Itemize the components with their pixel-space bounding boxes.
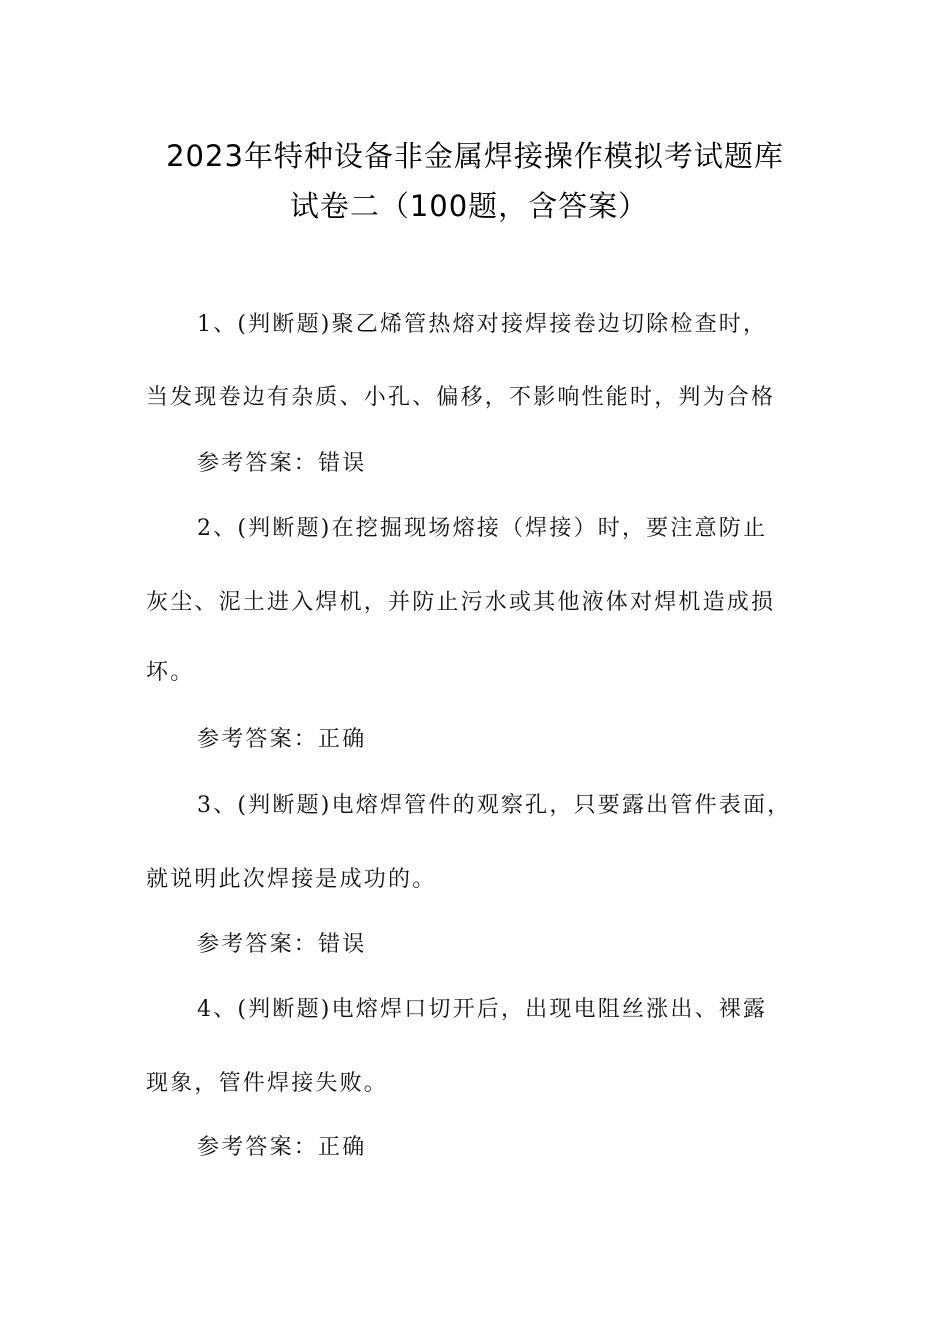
- question-2-answer: 参考答案：正确: [197, 727, 367, 752]
- document-title-line-2: 试卷二（100题，含答案）: [289, 189, 649, 223]
- question-1-answer: 参考答案：错误: [197, 451, 367, 476]
- question-3-answer: 参考答案：错误: [197, 932, 367, 957]
- question-4-line-1: 4、(判断题)电熔焊口切开后，出现电阻丝涨出、裸露: [197, 997, 768, 1022]
- document-title-line-1: 2023年特种设备非金属焊接操作模拟考试题库: [166, 139, 784, 173]
- question-3-line-2: 就说明此次焊接是成功的。: [146, 867, 437, 892]
- question-2-line-3: 坏。: [146, 660, 195, 685]
- question-4-answer: 参考答案：正确: [197, 1135, 367, 1160]
- question-2-line-2: 灰尘、泥土进入焊机，并防止污水或其他液体对焊机造成损: [146, 590, 776, 615]
- question-2-line-1: 2、(判断题)在挖掘现场熔接（焊接）时，要注意防止: [197, 516, 768, 541]
- question-1-line-1: 1、(判断题)聚乙烯管热熔对接焊接卷边切除检查时，: [197, 312, 768, 337]
- question-1-line-2: 当发现卷边有杂质、小孔、偏移，不影响性能时，判为合格: [146, 385, 776, 410]
- question-4-line-2: 现象，管件焊接失败。: [146, 1071, 389, 1096]
- question-3-line-1: 3、(判断题)电熔焊管件的观察孔，只要露出管件表面，: [197, 793, 792, 818]
